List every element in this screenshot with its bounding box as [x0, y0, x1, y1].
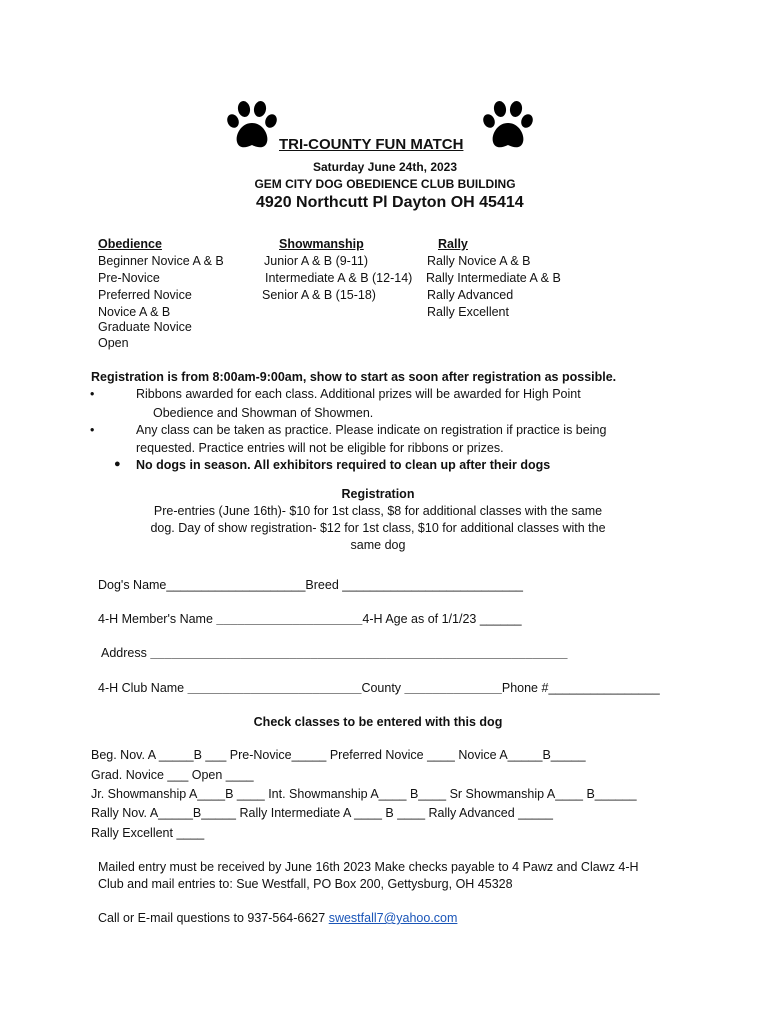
- rally-heading: Rally: [438, 237, 468, 251]
- registration-text: dog. Day of show registration- $12 for 1st class, $10 for additional classes with the: [150, 521, 606, 535]
- mail-instructions: Club and mail entries to: Sue Westfall, PO Box 200, Gettysburg, OH 45328: [98, 877, 513, 891]
- obedience-heading: Obedience: [98, 237, 162, 251]
- rally-item: Rally Novice A & B: [427, 254, 531, 268]
- email-link[interactable]: swestfall7@yahoo.com: [328, 911, 458, 925]
- showmanship-item: Junior A & B (9-11): [264, 254, 368, 268]
- contact-line: [98, 911, 457, 925]
- info-bullet-text: Obedience and Showman of Showmen.: [153, 406, 374, 420]
- page-title: TRI-COUNTY FUN MATCH: [279, 136, 464, 153]
- member-name-blank[interactable]: _____________________: [216, 612, 363, 626]
- dog-name-breed-field[interactable]: Dog's Name____________________Breed __________________________: [98, 578, 523, 592]
- event-date: Saturday June 24th, 2023: [312, 160, 458, 174]
- check-classes-line[interactable]: Rally Nov. A_____B_____ Rally Intermediate A ____ B ____ Rally Advanced _____: [91, 806, 553, 820]
- bullet-icon: ●: [114, 458, 121, 470]
- obedience-item: Beginner Novice A & B: [98, 254, 224, 268]
- info-bullet-text: Ribbons awarded for each class. Additional prizes will be awarded for High Point: [136, 387, 581, 401]
- showmanship-item: Senior A & B (15-18): [262, 288, 376, 302]
- member-name-field[interactable]: [98, 612, 522, 626]
- contact-label: Call or E-mail questions to 937-564-6627: [98, 911, 329, 925]
- county-blank[interactable]: ______________: [404, 681, 502, 695]
- phone-label: Phone #: [501, 681, 549, 695]
- address-label: Address: [101, 646, 151, 660]
- event-venue: GEM CITY DOG OBEDIENCE CLUB BUILDING: [254, 177, 516, 191]
- club-name-label: 4-H Club Name: [98, 681, 188, 695]
- club-county-phone-field[interactable]: [98, 681, 660, 695]
- rally-item: Rally Advanced: [427, 288, 514, 302]
- paw-print-icon: [225, 99, 279, 153]
- event-address: 4920 Northcutt Pl Dayton OH 45414: [256, 194, 524, 211]
- age-field[interactable]: 4-H Age as of 1/1/23 ______: [362, 612, 522, 626]
- registration-heading: Registration: [341, 487, 415, 501]
- obedience-item: Novice A & B: [98, 305, 171, 319]
- mail-instructions: Mailed entry must be received by June 16th 2023 Make checks payable to 4 Pawz and Clawz 4-H: [98, 860, 639, 874]
- paw-print-icon: [481, 99, 535, 153]
- registration-time: Registration is from 8:00am-9:00am, show to start as soon after registration as possible.: [91, 370, 617, 384]
- member-name-label: 4-H Member's Name: [98, 612, 217, 626]
- address-field[interactable]: [101, 646, 567, 660]
- obedience-item: Pre-Novice: [98, 271, 160, 285]
- showmanship-heading: Showmanship: [279, 237, 364, 251]
- info-bullet-text: Any class can be taken as practice. Please indicate on registration if practice is being: [136, 423, 607, 437]
- check-classes-line[interactable]: Jr. Showmanship A____B ____ Int. Showmanship A____ B____ Sr Showmanship A____ B______: [91, 787, 637, 801]
- obedience-item: Graduate Novice: [98, 320, 192, 334]
- check-classes-line[interactable]: Grad. Novice ___ Open ____: [91, 768, 254, 782]
- registration-text: same dog: [350, 538, 406, 552]
- info-bullet-text: requested. Practice entries will not be eligible for ribbons or prizes.: [136, 441, 504, 455]
- rally-item: Rally Excellent: [427, 305, 509, 319]
- bullet-icon: •: [90, 387, 95, 401]
- check-classes-line[interactable]: Rally Excellent ____: [91, 826, 205, 840]
- check-classes-line[interactable]: Beg. Nov. A _____B ___ Pre-Novice_____ Preferred Novice ____ Novice A_____B_____: [91, 748, 586, 762]
- obedience-item: Preferred Novice: [98, 288, 192, 302]
- showmanship-item: Intermediate A & B (12-14): [265, 271, 413, 285]
- registration-text: Pre-entries (June 16th)- $10 for 1st class, $8 for additional classes with the same: [153, 504, 603, 518]
- phone-blank[interactable]: ________________: [548, 681, 660, 695]
- county-label: County: [361, 681, 405, 695]
- address-blank[interactable]: ____________________________________________________________: [150, 646, 568, 660]
- club-name-blank[interactable]: _________________________: [187, 681, 362, 695]
- check-classes-heading: Check classes to be entered with this dog: [253, 715, 503, 729]
- info-bullet-text: No dogs in season. All exhibitors required to clean up after their dogs: [136, 458, 551, 472]
- rally-item: Rally Intermediate A & B: [426, 271, 561, 285]
- obedience-item: Open: [98, 336, 129, 350]
- bullet-icon: •: [90, 423, 95, 437]
